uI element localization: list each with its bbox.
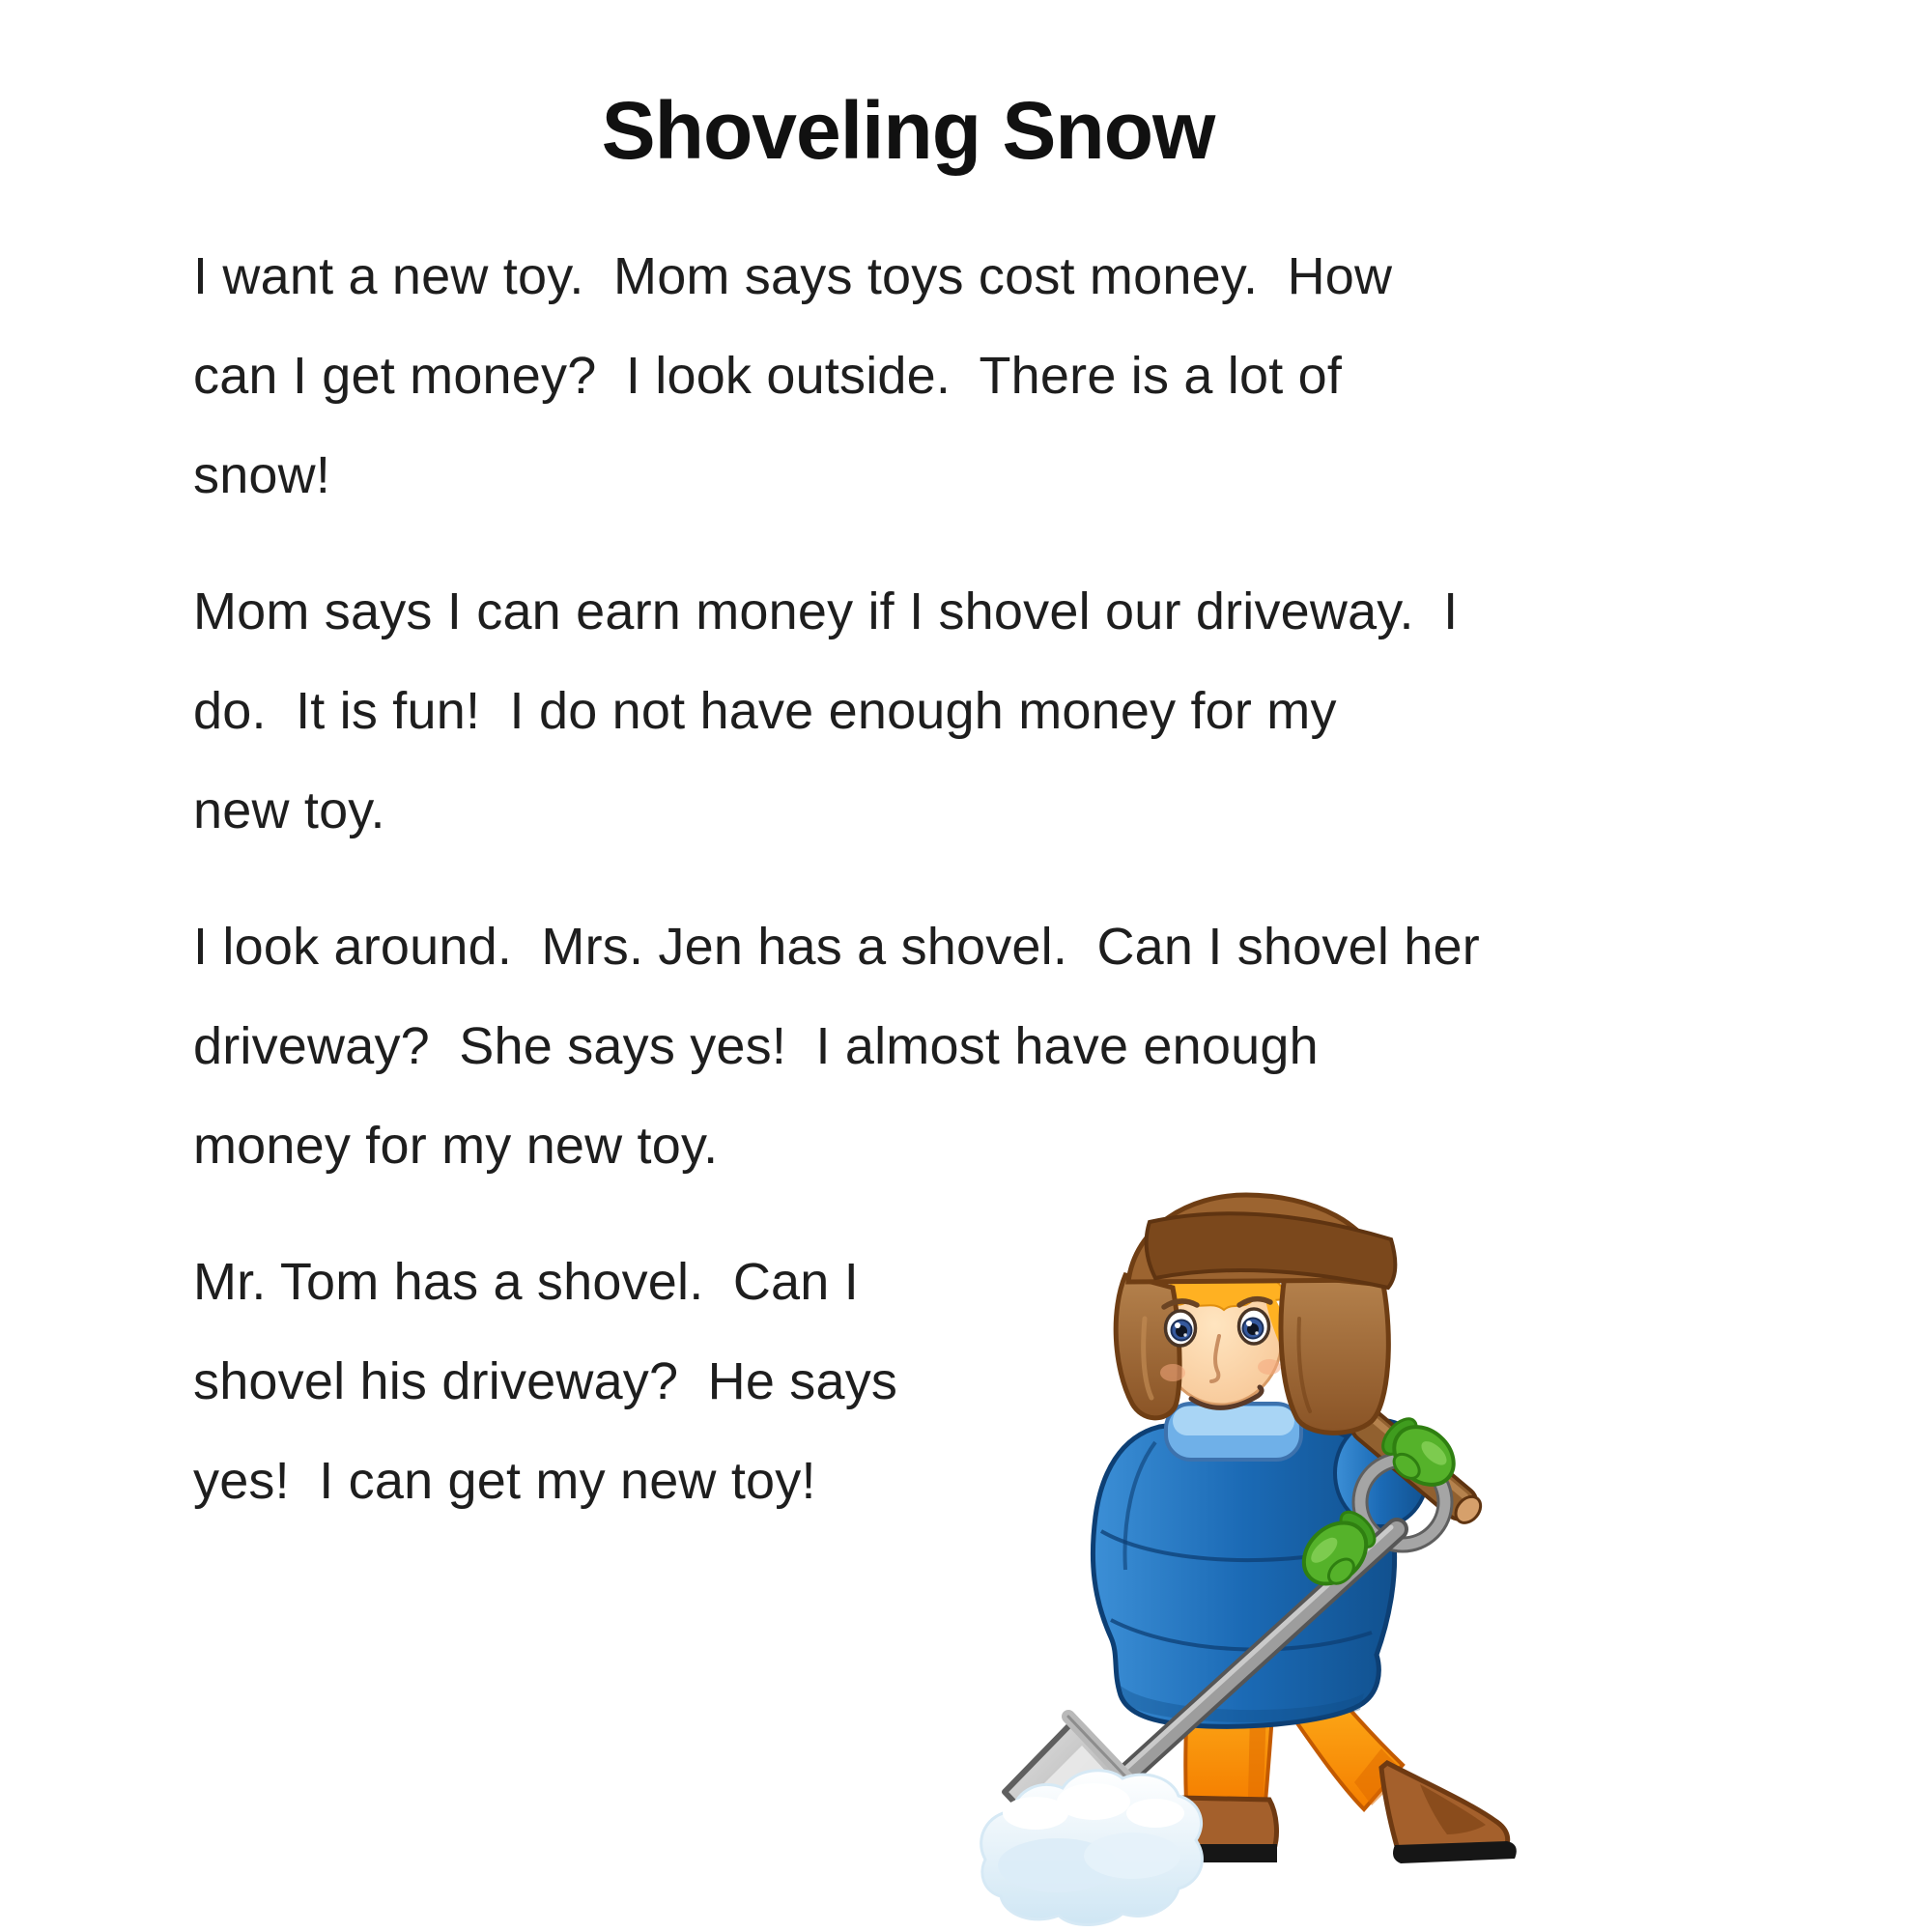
story-line: Mom says I can earn money if I shovel our driveway. I <box>193 582 1459 640</box>
boy-collar <box>1166 1404 1301 1460</box>
boy-cheek <box>1258 1359 1281 1375</box>
boy-face <box>1160 1271 1282 1405</box>
boy-shoveling-snow-illustration <box>966 1183 1526 1927</box>
story-line: driveway? She says yes! I almost have enough <box>193 1017 1319 1075</box>
story-line: new toy. <box>193 781 385 839</box>
story-line: money for my new toy. <box>193 1117 719 1175</box>
boy-eyebrow <box>1164 1301 1197 1307</box>
boy-shoveling-snow-svg <box>966 1183 1526 1927</box>
story-line: I want a new toy. Mom says toys cost money. How <box>193 247 1393 305</box>
boy-pants <box>1185 1664 1405 1809</box>
boy-boots <box>1163 1763 1517 1863</box>
story-title: Shoveling Snow <box>601 85 1215 176</box>
shovel-blade <box>1005 1717 1182 1900</box>
boy-head <box>1116 1195 1395 1433</box>
story-line: Mr. Tom has a shovel. Can I <box>193 1253 859 1311</box>
story-line: shovel his driveway? He says <box>193 1352 898 1410</box>
boy-nose <box>1211 1336 1219 1381</box>
boy-eyes <box>1166 1309 1269 1346</box>
paragraph <box>193 562 1739 861</box>
boy-hair <box>1164 1266 1289 1310</box>
boy-cheek <box>1160 1364 1185 1381</box>
snow-pile <box>981 1771 1203 1925</box>
mitten-upper <box>1373 1408 1464 1499</box>
story-line: yes! I can get my new toy! <box>193 1452 816 1510</box>
boy-mouth <box>1191 1387 1262 1407</box>
shovel-shaft <box>1119 1527 1397 1782</box>
story-line: can I get money? I look outside. There is a lot of <box>193 347 1343 405</box>
boy-hat <box>1116 1195 1395 1433</box>
boy-jacket <box>1093 1421 1394 1726</box>
boy-eyebrow <box>1239 1299 1270 1305</box>
story-line: snow! <box>193 446 331 504</box>
story-line: do. It is fun! I do not have enough money for my <box>193 682 1337 740</box>
mitten-lower <box>1292 1504 1385 1597</box>
shovel-d-grip <box>1360 1460 1445 1545</box>
shovel-handle <box>1335 1403 1487 1545</box>
story-line: I look around. Mrs. Jen has a shovel. Can I shovel her <box>193 918 1480 976</box>
paragraph <box>193 897 1739 1196</box>
paragraph <box>193 227 1739 526</box>
